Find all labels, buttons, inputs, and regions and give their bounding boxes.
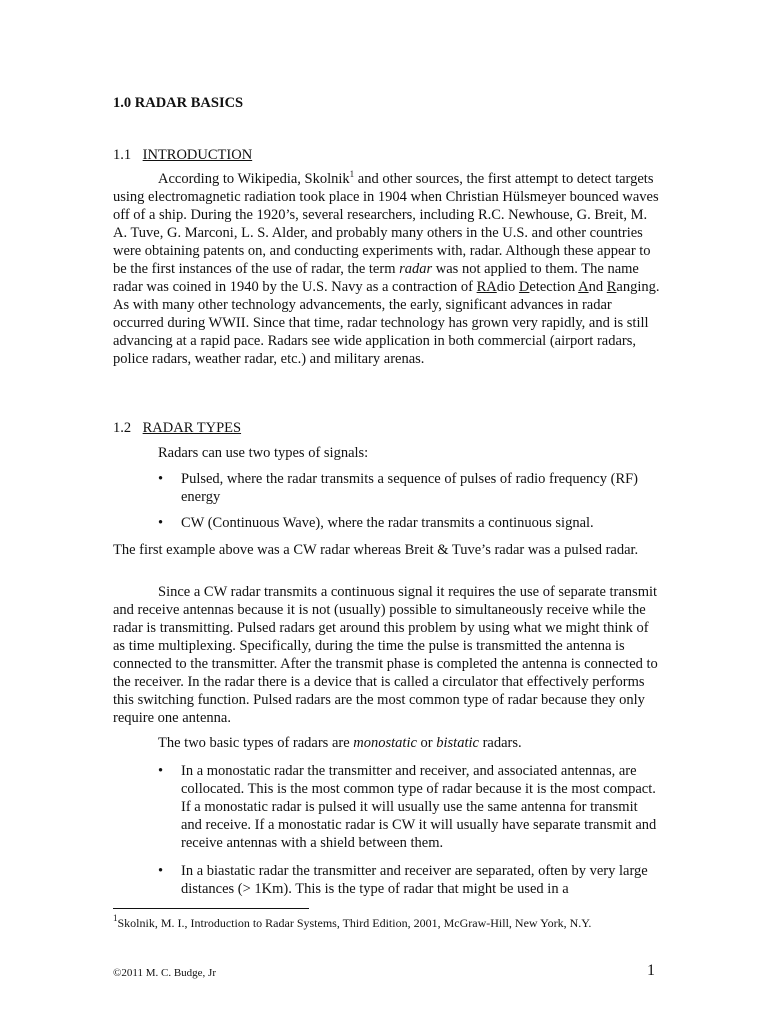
bullet-icon: • xyxy=(158,515,164,531)
bullet-icon: • xyxy=(158,763,164,779)
italic-bistatic: bistatic xyxy=(436,735,479,751)
acronym-text: etection xyxy=(529,279,579,295)
list-item-text: In a biastatic radar the transmitter and receiver are separated, often by very large distances (> 1Km). This is the type of radar that might be used in a xyxy=(181,863,648,897)
intro-paragraph xyxy=(113,170,661,368)
section-heading-introduction xyxy=(113,146,252,164)
two-types-paragraph xyxy=(158,734,706,752)
acronym-r: R xyxy=(606,279,617,295)
bullet-icon: • xyxy=(158,863,164,879)
list-item xyxy=(158,762,658,852)
list-item-text: CW (Continuous Wave), where the radar transmits a continuous signal. xyxy=(181,515,594,531)
signal-types-intro: Radars can use two types of signals: xyxy=(158,445,369,461)
intro-text-2: and other sources, the first attempt to detect targets using electromagnetic radiation took place in 1904 when Christian Hülsmeyer bounced waves off of a ship. During the 1920’s, several researchers, including R.C. Newhouse, G. Breit, M. A. Tuve, G. Marconi, L. S. Alder, and probably many others in the U.S. and other countries were obtaining patents on, and conducting experiments with, radar. Although these appear to be the first instances of the use of radar, the term xyxy=(113,171,659,277)
intro-text-1: According to Wikipedia, Skolnik xyxy=(158,171,350,187)
footnote-text: Skolnik, M. I., Introduction to Radar Systems, Third Edition, 2001, McGraw-Hill, New York, N.Y. xyxy=(117,916,592,930)
list-item xyxy=(158,862,658,898)
section-heading-radar-types xyxy=(113,419,241,437)
copyright-footer: ©2011 M. C. Budge, Jr xyxy=(113,967,216,979)
footnote-divider xyxy=(113,908,309,909)
intro-text-3: was not applied to them. The name radar was coined in 1940 by the U.S. Navy as a contraction of xyxy=(113,261,639,295)
list-item xyxy=(158,470,658,506)
list-item xyxy=(158,514,658,532)
acronym-d: D xyxy=(518,279,530,295)
footnote-ref: 1 xyxy=(349,169,355,179)
acronym-text: dio xyxy=(496,279,519,295)
bullet-icon: • xyxy=(158,471,164,487)
two-types-text: The two basic types of radars are xyxy=(158,735,354,751)
footnote xyxy=(113,913,592,931)
section-number: 1.1 xyxy=(113,147,132,163)
list-item-text: In a monostatic radar the transmitter and receiver, and associated antennas, are collocated. This is the most common type of radar because it is the most compact. If a monostatic radar is pulsed it will usually use the same antenna for transmit and receive. If a monostatic radar is CW it will usually have separate transmit and receive antennas with a shield between them. xyxy=(181,763,657,851)
two-types-text: or xyxy=(416,735,437,751)
italic-monostatic: monostatic xyxy=(353,735,417,751)
intro-italic-radar: radar xyxy=(399,261,433,277)
section-number: 1.2 xyxy=(113,420,132,436)
acronym-text: anging. xyxy=(616,279,660,295)
chapter-heading: 1.0 RADAR BASICS xyxy=(113,95,244,111)
footnote-mark: 1 xyxy=(113,913,118,923)
section-title: INTRODUCTION xyxy=(142,147,253,163)
signal-type-list xyxy=(158,470,658,540)
acronym-ra: RA xyxy=(476,279,497,295)
cw-paragraph: Since a CW radar transmits a continuous signal it requires the use of separate transmit and receive antennas because it is not (usually) possible to simultaneously receive while the radar is transmitting. Pulsed radars get around this problem by using what we might think of as time multiplexing. Specifically, during the time the pulse is transmitted the antenna is connected to the transmitter. After the transmit phase is completed the antenna is connected to the receiver. In the radar there is a device that is called a circulator that effectively performs this switching function. Pulsed radars are the most common type of radar because they only require one antenna. xyxy=(113,584,658,726)
acronym-a: A xyxy=(578,279,589,295)
first-example-paragraph: The first example above was a CW radar whereas Breit & Tuve’s radar was a pulsed radar. xyxy=(113,542,639,558)
page-number: 1 xyxy=(647,962,655,979)
list-item-text: Pulsed, where the radar transmits a sequence of pulses of radio frequency (RF) energy xyxy=(181,471,639,505)
acronym-text: nd xyxy=(588,279,607,295)
section-title: RADAR TYPES xyxy=(142,420,242,436)
two-types-text: radars. xyxy=(478,735,522,751)
intro-text-4: As with many other technology advancements, the early, significant advances in radar occurred during WWII. Since that time, radar technology has grown very rapidly, and is still advancing at a rapid pace. Radars see wide application in both commercial (airport radars, police radars, weather radar, etc.) and military arenas. xyxy=(113,297,649,367)
radar-static-list xyxy=(158,762,658,906)
